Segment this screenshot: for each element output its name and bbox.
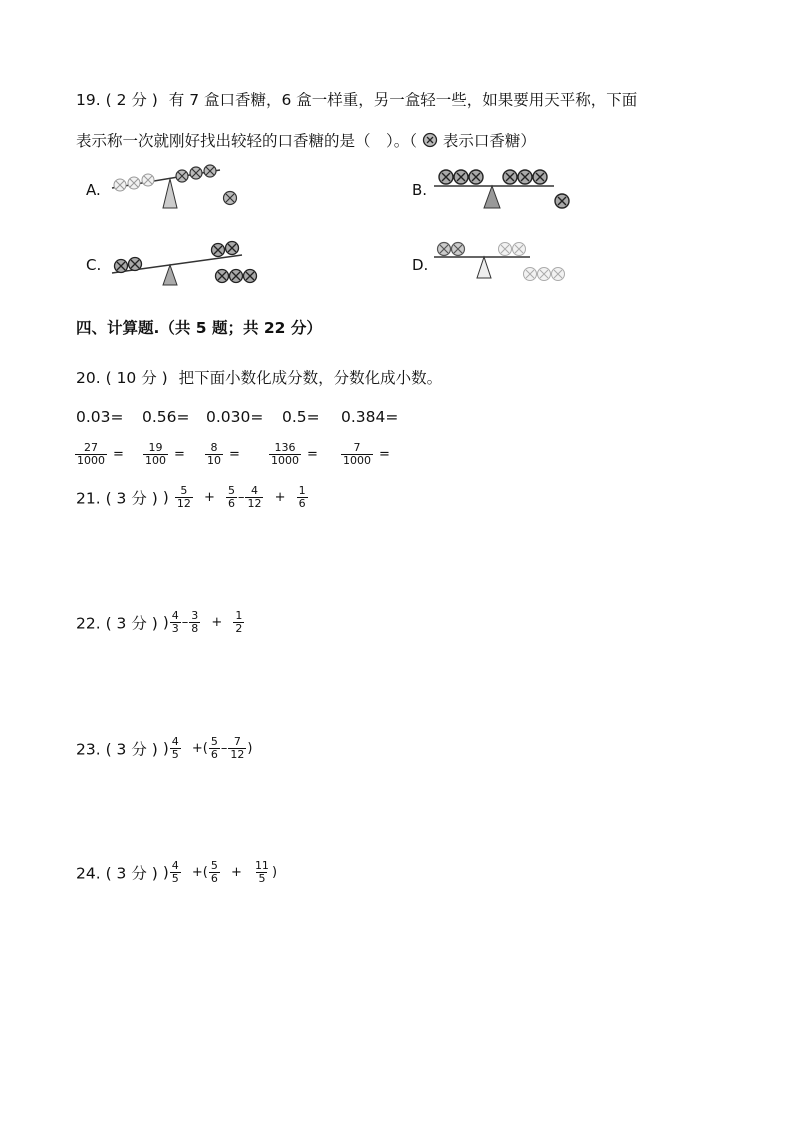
decimal-item: 0.5=	[282, 408, 320, 426]
fraction: $\frac{11}{5}$	[254, 859, 269, 885]
fraction-item: $\frac{27}{1000}$ =	[77, 441, 124, 467]
decimal-item: 0.384=	[341, 408, 399, 426]
decimal-item: 0.56=	[142, 408, 190, 426]
fraction: $\frac{19}{100}$	[145, 441, 166, 467]
option-b-label[interactable]: B.	[412, 181, 428, 199]
fraction: $\frac{5}{6}$	[210, 735, 218, 761]
option-a-label[interactable]: A.	[86, 181, 101, 199]
option-c-label[interactable]: C.	[86, 256, 102, 274]
q19-text-2: 表示称一次就刚好找出较轻的口香糖的是（ ）。（	[76, 132, 418, 150]
fraction: $\frac{4}{12}$	[247, 484, 262, 510]
option-d-balance[interactable]	[432, 238, 572, 286]
fraction: $\frac{3}{8}$	[191, 609, 199, 635]
fraction-item: $\frac{136}{1000}$ =	[271, 441, 318, 467]
fraction: $\frac{7}{12}$	[230, 735, 245, 761]
q23-label: 23. ( 3 分 )	[76, 740, 158, 759]
fraction: $\frac{8}{10}$	[207, 441, 221, 467]
q21-label: 21. ( 3 分 )	[76, 489, 158, 508]
q24-label: 24. ( 3 分 )	[76, 864, 158, 883]
q24-line: 24. ( 3 分 ) ) $\frac{4}{5}$ +( $\frac{5}{6}$ + $\frac{11}{5}$ )	[76, 859, 278, 885]
section-4-title: 四、计算题.（共 5 题；共 22 分）	[76, 319, 322, 337]
decimal-item: 0.03=	[76, 408, 124, 426]
q19-line1	[76, 88, 637, 110]
fraction-item: $\frac{7}{1000}$ =	[343, 441, 390, 467]
option-d-label[interactable]: D.	[412, 256, 429, 274]
q22-line: 22. ( 3 分 ) ) $\frac{4}{3}$ – $\frac{3}{8}$ + $\frac{1}{2}$	[76, 609, 243, 635]
fraction: $\frac{5}{6}$	[210, 859, 218, 885]
decimal-item: 0.030=	[206, 408, 264, 426]
fraction: $\frac{4}{5}$	[171, 735, 179, 761]
fraction: $\frac{1}{2}$	[235, 609, 243, 635]
fraction: $\frac{5}{6}$	[227, 484, 235, 510]
fraction-item: $\frac{19}{100}$ =	[145, 441, 185, 467]
fraction: $\frac{136}{1000}$	[271, 441, 299, 467]
q19-text-1: 有 7 盒口香糖，6 盒一样重，另一盒轻一些，如果要用天平称，下面	[168, 91, 638, 109]
fraction: $\frac{1}{6}$	[298, 484, 306, 510]
fraction: $\frac{4}{5}$	[171, 859, 179, 885]
fraction: $\frac{27}{1000}$	[77, 441, 105, 467]
q23-line: 23. ( 3 分 ) ) $\frac{4}{5}$ +( $\frac{5}{6}$ – $\frac{7}{12}$ )	[76, 735, 253, 761]
q20-line	[76, 366, 442, 388]
q20-score: ( 10 分 )	[105, 369, 168, 387]
q19-line2	[76, 129, 536, 151]
q19-score: ( 2 分 )	[105, 91, 158, 109]
q20-number: 20.	[76, 369, 101, 387]
fraction: $\frac{7}{1000}$	[343, 441, 371, 467]
fraction: $\frac{5}{12}$	[176, 484, 191, 510]
q19-legend-text: 表示口香糖）	[442, 132, 536, 150]
q22-label: 22. ( 3 分 )	[76, 614, 158, 633]
option-a-balance[interactable]	[108, 160, 243, 215]
fraction-item: $\frac{8}{10}$ =	[207, 441, 240, 467]
q21-line: 21. ( 3 分 ) ) $\frac{5}{12}$ + $\frac{5}{6}$ – $\frac{4}{12}$ + $\frac{1}{6}$	[76, 484, 306, 510]
option-c-balance[interactable]	[108, 235, 268, 290]
option-b-balance[interactable]	[432, 164, 572, 214]
gum-box-icon	[422, 132, 438, 148]
q19-number: 19.	[76, 91, 101, 109]
q20-text: 把下面小数化成分数，分数化成小数。	[178, 369, 443, 387]
fraction: $\frac{4}{3}$	[171, 609, 179, 635]
